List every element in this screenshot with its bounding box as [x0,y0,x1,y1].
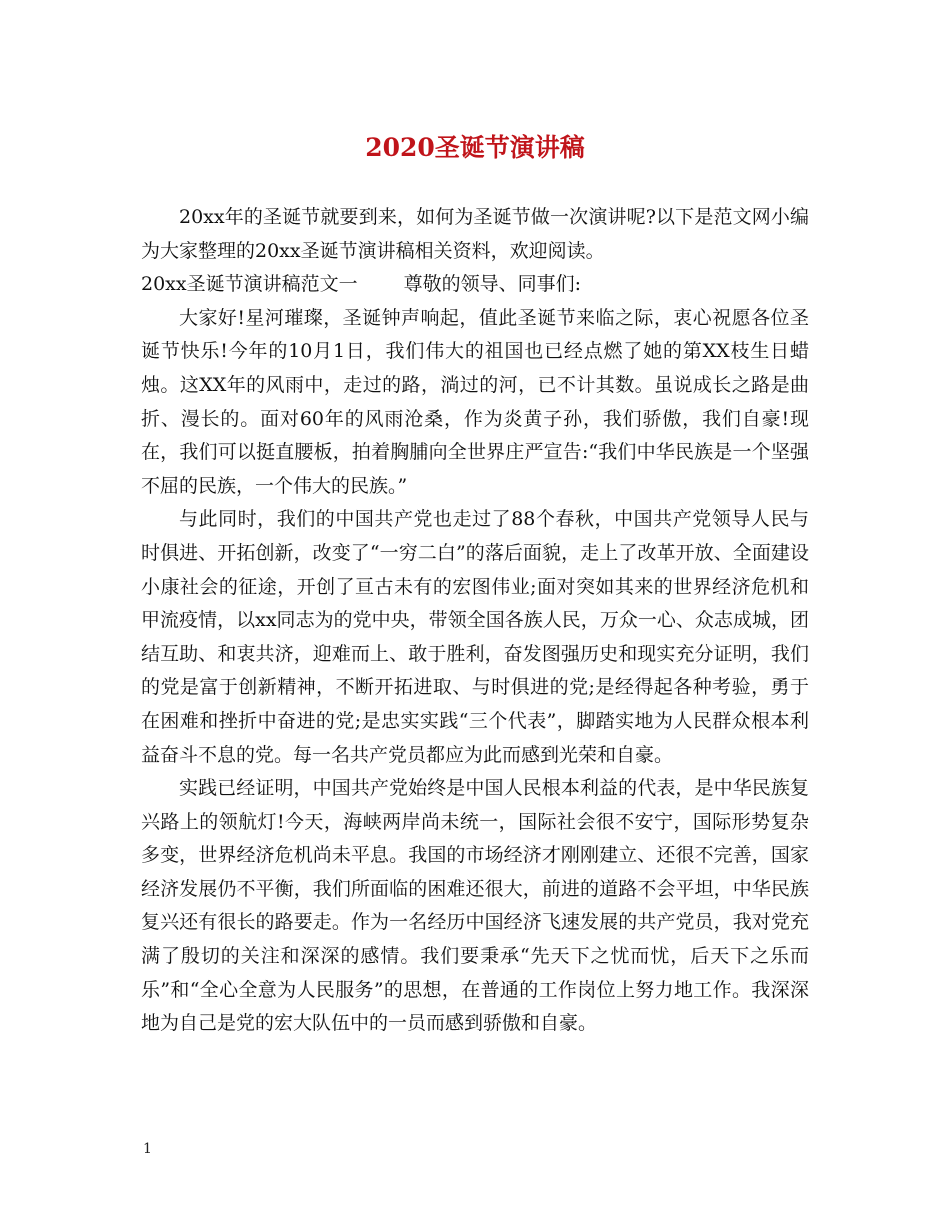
subheading-left: 20xx圣诞节演讲稿范文一 [141,273,358,296]
intro-paragraph: 20xx年的圣诞节就要到来，如何为圣诞节做一次演讲呢?以下是范文网小编为大家整理的20xx圣诞节演讲稿相关资料，欢迎阅读。 [141,206,809,262]
body-paragraph-3: 实践已经证明，中国共产党始终是中国人民根本利益的代表，是中华民族复兴路上的领航灯!今天，海峡两岸尚未统一，国际社会很不安宁，国际形势复杂多变，世界经济危机尚未平息。我国的市场经济才刚刚建立、还很不完善，国家经济发展仍不平衡，我们所面临的困难还很大，前进的道路不会平坦，中华民族复兴还有很长的路要走。作为一名经历中国经济飞速发展的共产党员，我对党充满了殷切的关注和深深的感情。我们要秉承“先天下之忧而忧，后天下之乐而乐”和“全心全意为人民服务”的思想，在普通的工作岗位上努力地工作。我深深地为自己是党的宏大队伍中的一员而感到骄傲和自豪。 [141,777,809,1035]
subheading-right: 尊敬的领导、同事们: [403,273,582,296]
body-paragraph-1: 大家好!星河璀璨，圣诞钟声响起，值此圣诞节来临之际，衷心祝愿各位圣诞节快乐!今年的10月1日，我们伟大的祖国也已经点燃了她的第XX枝生日蜡烛。这XX年的风雨中，走过的路，淌过的河，已不计其数。虽说成长之路是曲折、漫长的。面对60年的风雨沧桑，作为炎黄子孙，我们骄傲，我们自豪!现在，我们可以挺直腰板，拍着胸脯向全世界庄严宣告:“我们中华民族是一个坚强不屈的民族，一个伟大的民族。” [141,306,809,497]
page-number: 1 [143,1141,152,1157]
document-title: 2020圣诞节演讲稿 [365,133,585,162]
body-paragraph-2: 与此同时，我们的中国共产党也走过了88个春秋，中国共产党领导人民与时俱进、开拓创新，改变了“一穷二白”的落后面貌，走上了改革开放、全面建设小康社会的征途，开创了亘古未有的宏图伟业;面对突如其来的世界经济危机和甲流疫情，以xx同志为的党中央，带领全国各族人民，万众一心、众志成城，团结互助、和衷共济，迎难而上、敢于胜利，奋发图强历史和现实充分证明，我们的党是富于创新精神，不断开拓进取、与时俱进的党;是经得起各种考验，勇于在困难和挫折中奋进的党;是忠实实践“三个代表”，脚踏实地为人民群众根本利益奋斗不息的党。每一名共产党员都应为此而感到光荣和自豪。 [141,508,809,766]
document-body [141,201,809,1041]
subheading-line [141,268,809,302]
